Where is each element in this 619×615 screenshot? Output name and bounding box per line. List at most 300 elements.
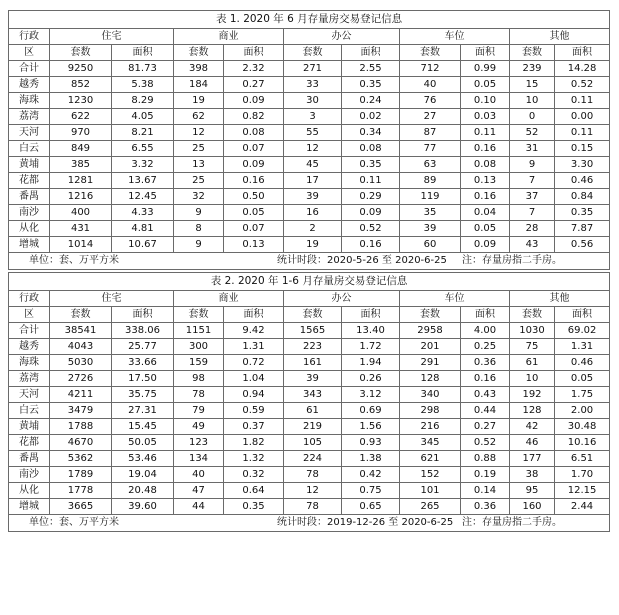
value-cell: 1.70 <box>555 467 610 483</box>
value-cell: 17.50 <box>112 371 174 387</box>
value-cell: 3 <box>284 109 342 125</box>
value-cell: 0.24 <box>342 93 400 109</box>
table-body <box>9 323 610 515</box>
value-cell: 47 <box>174 483 224 499</box>
category-header: 车位 <box>400 291 510 307</box>
value-cell: 219 <box>284 419 342 435</box>
value-cell: 4211 <box>50 387 112 403</box>
value-cell: 0.64 <box>224 483 284 499</box>
value-cell: 0.07 <box>224 141 284 157</box>
value-cell: 0.02 <box>342 109 400 125</box>
value-cell: 0.50 <box>224 189 284 205</box>
value-cell: 3665 <box>50 499 112 515</box>
region-cell: 从化 <box>9 483 50 499</box>
value-cell: 4.05 <box>112 109 174 125</box>
value-cell: 39 <box>284 371 342 387</box>
value-cell: 0.52 <box>342 221 400 237</box>
value-cell: 1.56 <box>342 419 400 435</box>
value-cell: 39.60 <box>112 499 174 515</box>
value-cell: 0.08 <box>224 125 284 141</box>
table-row <box>9 371 610 387</box>
value-cell: 152 <box>400 467 461 483</box>
value-cell: 1.75 <box>555 387 610 403</box>
table-row <box>9 93 610 109</box>
value-cell: 0.37 <box>224 419 284 435</box>
category-header: 商业 <box>174 29 284 45</box>
sub-header: 套数 <box>50 307 112 323</box>
value-cell: 2958 <box>400 323 461 339</box>
table-body <box>9 61 610 253</box>
value-cell: 19.04 <box>112 467 174 483</box>
value-cell: 62 <box>174 109 224 125</box>
region-cell: 海珠 <box>9 93 50 109</box>
value-cell: 63 <box>400 157 461 173</box>
value-cell: 0.43 <box>461 387 510 403</box>
value-cell: 15.45 <box>112 419 174 435</box>
value-cell: 271 <box>284 61 342 77</box>
sub-header: 套数 <box>50 45 112 61</box>
value-cell: 0.05 <box>555 371 610 387</box>
value-cell: 32 <box>174 189 224 205</box>
period-note: 统计时段：2019-12-26 至 2020-6-25 <box>277 517 454 528</box>
value-cell: 16 <box>284 205 342 221</box>
region-cell: 番禺 <box>9 189 50 205</box>
value-cell: 223 <box>284 339 342 355</box>
value-cell: 398 <box>174 61 224 77</box>
value-cell: 10 <box>510 371 555 387</box>
region-cell: 增城 <box>9 237 50 253</box>
value-cell: 0.94 <box>224 387 284 403</box>
category-header: 住宅 <box>50 291 174 307</box>
value-cell: 60 <box>400 237 461 253</box>
sub-header: 面积 <box>224 45 284 61</box>
value-cell: 1216 <box>50 189 112 205</box>
value-cell: 20.48 <box>112 483 174 499</box>
value-cell: 2726 <box>50 371 112 387</box>
table-monthly <box>8 10 610 270</box>
value-cell: 1.38 <box>342 451 400 467</box>
value-cell: 0.35 <box>224 499 284 515</box>
value-cell: 7 <box>510 173 555 189</box>
table-row <box>9 467 610 483</box>
value-cell: 0.69 <box>342 403 400 419</box>
value-cell: 0.09 <box>224 93 284 109</box>
value-cell: 298 <box>400 403 461 419</box>
value-cell: 970 <box>50 125 112 141</box>
table-row <box>9 419 610 435</box>
value-cell: 5.38 <box>112 77 174 93</box>
value-cell: 98 <box>174 371 224 387</box>
region-cell: 越秀 <box>9 339 50 355</box>
sub-header: 面积 <box>555 45 610 61</box>
table-row <box>9 141 610 157</box>
value-cell: 61 <box>510 355 555 371</box>
value-cell: 1151 <box>174 323 224 339</box>
value-cell: 119 <box>400 189 461 205</box>
value-cell: 2.32 <box>224 61 284 77</box>
value-cell: 712 <box>400 61 461 77</box>
value-cell: 27 <box>400 109 461 125</box>
value-cell: 0.16 <box>461 371 510 387</box>
value-cell: 216 <box>400 419 461 435</box>
value-cell: 201 <box>400 339 461 355</box>
table-row <box>9 125 610 141</box>
value-cell: 0.84 <box>555 189 610 205</box>
value-cell: 35.75 <box>112 387 174 403</box>
value-cell: 0.26 <box>342 371 400 387</box>
value-cell: 400 <box>50 205 112 221</box>
table-row <box>9 173 610 189</box>
category-header: 其他 <box>510 291 610 307</box>
value-cell: 184 <box>174 77 224 93</box>
table-row <box>9 109 610 125</box>
value-cell: 39 <box>284 189 342 205</box>
sub-header: 面积 <box>224 307 284 323</box>
table-footer <box>9 253 610 270</box>
sub-header: 套数 <box>510 45 555 61</box>
region-cell: 海珠 <box>9 355 50 371</box>
value-cell: 0.35 <box>342 77 400 93</box>
value-cell: 1.82 <box>224 435 284 451</box>
value-cell: 621 <box>400 451 461 467</box>
value-cell: 37 <box>510 189 555 205</box>
category-header: 车位 <box>400 29 510 45</box>
value-cell: 0.05 <box>224 205 284 221</box>
value-cell: 49 <box>174 419 224 435</box>
value-cell: 1014 <box>50 237 112 253</box>
value-cell: 0.36 <box>461 355 510 371</box>
value-cell: 69.02 <box>555 323 610 339</box>
value-cell: 30 <box>284 93 342 109</box>
table-footer <box>9 515 610 532</box>
value-cell: 9 <box>174 237 224 253</box>
sub-header: 面积 <box>342 45 400 61</box>
value-cell: 75 <box>510 339 555 355</box>
value-cell: 0.04 <box>461 205 510 221</box>
value-cell: 4043 <box>50 339 112 355</box>
value-cell: 35 <box>400 205 461 221</box>
value-cell: 0.09 <box>461 237 510 253</box>
table-row <box>9 435 610 451</box>
definition-note: 注：存量房指二手房。 <box>462 255 562 266</box>
value-cell: 0.08 <box>461 157 510 173</box>
value-cell: 39 <box>400 221 461 237</box>
value-cell: 0.46 <box>555 173 610 189</box>
value-cell: 1.72 <box>342 339 400 355</box>
table-row <box>9 61 610 77</box>
value-cell: 0.08 <box>342 141 400 157</box>
value-cell: 9 <box>174 205 224 221</box>
value-cell: 95 <box>510 483 555 499</box>
value-cell: 239 <box>510 61 555 77</box>
sub-header: 面积 <box>112 45 174 61</box>
region-cell: 花都 <box>9 173 50 189</box>
value-cell: 19 <box>174 93 224 109</box>
value-cell: 7 <box>510 205 555 221</box>
value-cell: 0.16 <box>342 237 400 253</box>
value-cell: 134 <box>174 451 224 467</box>
value-cell: 1281 <box>50 173 112 189</box>
value-cell: 53.46 <box>112 451 174 467</box>
value-cell: 13.40 <box>342 323 400 339</box>
value-cell: 33.66 <box>112 355 174 371</box>
value-cell: 0.00 <box>555 109 610 125</box>
table-row <box>9 499 610 515</box>
region-cell: 合计 <box>9 323 50 339</box>
value-cell: 0.05 <box>461 221 510 237</box>
value-cell: 2.00 <box>555 403 610 419</box>
region-cell: 越秀 <box>9 77 50 93</box>
table-ytd <box>8 272 610 532</box>
value-cell: 31 <box>510 141 555 157</box>
value-cell: 38 <box>510 467 555 483</box>
value-cell: 38541 <box>50 323 112 339</box>
table-row <box>9 157 610 173</box>
region-cell: 天河 <box>9 387 50 403</box>
value-cell: 0.52 <box>555 77 610 93</box>
region-header-2: 区 <box>9 307 50 323</box>
sub-header: 套数 <box>174 307 224 323</box>
sub-header: 面积 <box>461 307 510 323</box>
value-cell: 345 <box>400 435 461 451</box>
value-cell: 128 <box>510 403 555 419</box>
value-cell: 2 <box>284 221 342 237</box>
value-cell: 77 <box>400 141 461 157</box>
value-cell: 0.44 <box>461 403 510 419</box>
value-cell: 13 <box>174 157 224 173</box>
category-header: 办公 <box>284 29 400 45</box>
value-cell: 61 <box>284 403 342 419</box>
value-cell: 300 <box>174 339 224 355</box>
value-cell: 3.12 <box>342 387 400 403</box>
value-cell: 3479 <box>50 403 112 419</box>
value-cell: 0.36 <box>461 499 510 515</box>
value-cell: 14.28 <box>555 61 610 77</box>
period-note: 统计时段：2020-5-26 至 2020-6-25 <box>277 255 447 266</box>
value-cell: 0.27 <box>461 419 510 435</box>
value-cell: 4.00 <box>461 323 510 339</box>
region-cell: 番禺 <box>9 451 50 467</box>
sub-header: 面积 <box>342 307 400 323</box>
unit-note: 单位：套、万平方米 <box>29 517 119 528</box>
value-cell: 2.55 <box>342 61 400 77</box>
value-cell: 43 <box>510 237 555 253</box>
value-cell: 45 <box>284 157 342 173</box>
value-cell: 1230 <box>50 93 112 109</box>
value-cell: 5362 <box>50 451 112 467</box>
value-cell: 338.06 <box>112 323 174 339</box>
value-cell: 291 <box>400 355 461 371</box>
value-cell: 0.25 <box>461 339 510 355</box>
value-cell: 0.72 <box>224 355 284 371</box>
value-cell: 15 <box>510 77 555 93</box>
region-cell: 天河 <box>9 125 50 141</box>
value-cell: 5030 <box>50 355 112 371</box>
value-cell: 0.65 <box>342 499 400 515</box>
value-cell: 340 <box>400 387 461 403</box>
sub-header: 套数 <box>284 307 342 323</box>
value-cell: 4670 <box>50 435 112 451</box>
sub-header-row <box>9 45 610 61</box>
value-cell: 622 <box>50 109 112 125</box>
value-cell: 89 <box>400 173 461 189</box>
value-cell: 0.10 <box>461 93 510 109</box>
value-cell: 0.13 <box>461 173 510 189</box>
value-cell: 343 <box>284 387 342 403</box>
unit-note: 单位：套、万平方米 <box>29 255 119 266</box>
table-row <box>9 483 610 499</box>
table-row <box>9 339 610 355</box>
value-cell: 52 <box>510 125 555 141</box>
value-cell: 2.44 <box>555 499 610 515</box>
sub-header: 套数 <box>510 307 555 323</box>
value-cell: 12 <box>284 483 342 499</box>
value-cell: 3.32 <box>112 157 174 173</box>
value-cell: 25.77 <box>112 339 174 355</box>
value-cell: 0.59 <box>224 403 284 419</box>
region-cell: 合计 <box>9 61 50 77</box>
value-cell: 6.55 <box>112 141 174 157</box>
table-row <box>9 323 610 339</box>
value-cell: 8.21 <box>112 125 174 141</box>
value-cell: 0.03 <box>461 109 510 125</box>
value-cell: 12.45 <box>112 189 174 205</box>
value-cell: 4.33 <box>112 205 174 221</box>
value-cell: 13.67 <box>112 173 174 189</box>
sub-header: 套数 <box>400 45 461 61</box>
value-cell: 1565 <box>284 323 342 339</box>
region-cell: 荔湾 <box>9 109 50 125</box>
value-cell: 78 <box>174 387 224 403</box>
value-cell: 0.15 <box>555 141 610 157</box>
table-row <box>9 237 610 253</box>
region-header: 行政 <box>9 29 50 45</box>
category-header: 办公 <box>284 291 400 307</box>
value-cell: 27.31 <box>112 403 174 419</box>
value-cell: 0.42 <box>342 467 400 483</box>
value-cell: 25 <box>174 141 224 157</box>
value-cell: 105 <box>284 435 342 451</box>
value-cell: 10 <box>510 93 555 109</box>
value-cell: 0.09 <box>224 157 284 173</box>
value-cell: 42 <box>510 419 555 435</box>
value-cell: 1788 <box>50 419 112 435</box>
value-cell: 12.15 <box>555 483 610 499</box>
value-cell: 0 <box>510 109 555 125</box>
table-row <box>9 451 610 467</box>
value-cell: 0.07 <box>224 221 284 237</box>
value-cell: 101 <box>400 483 461 499</box>
value-cell: 9250 <box>50 61 112 77</box>
value-cell: 177 <box>510 451 555 467</box>
value-cell: 0.46 <box>555 355 610 371</box>
value-cell: 7.87 <box>555 221 610 237</box>
region-cell: 增城 <box>9 499 50 515</box>
category-header: 其他 <box>510 29 610 45</box>
table-title: 表 1. 2020 年 6 月存量房交易登记信息 <box>9 11 610 29</box>
value-cell: 17 <box>284 173 342 189</box>
value-cell: 9 <box>510 157 555 173</box>
value-cell: 852 <box>50 77 112 93</box>
value-cell: 1789 <box>50 467 112 483</box>
sub-header: 套数 <box>174 45 224 61</box>
value-cell: 28 <box>510 221 555 237</box>
value-cell: 0.16 <box>461 141 510 157</box>
value-cell: 0.19 <box>461 467 510 483</box>
value-cell: 10.67 <box>112 237 174 253</box>
value-cell: 87 <box>400 125 461 141</box>
region-cell: 从化 <box>9 221 50 237</box>
region-header: 行政 <box>9 291 50 307</box>
value-cell: 1778 <box>50 483 112 499</box>
value-cell: 8.29 <box>112 93 174 109</box>
value-cell: 1.32 <box>224 451 284 467</box>
value-cell: 123 <box>174 435 224 451</box>
value-cell: 431 <box>50 221 112 237</box>
value-cell: 0.11 <box>555 93 610 109</box>
value-cell: 4.81 <box>112 221 174 237</box>
region-cell: 花都 <box>9 435 50 451</box>
category-header: 住宅 <box>50 29 174 45</box>
value-cell: 0.35 <box>342 157 400 173</box>
category-header: 商业 <box>174 291 284 307</box>
value-cell: 161 <box>284 355 342 371</box>
value-cell: 159 <box>174 355 224 371</box>
value-cell: 78 <box>284 467 342 483</box>
sub-header: 套数 <box>400 307 461 323</box>
sub-header: 套数 <box>284 45 342 61</box>
definition-note: 注：存量房指二手房。 <box>462 517 562 528</box>
value-cell: 50.05 <box>112 435 174 451</box>
value-cell: 0.88 <box>461 451 510 467</box>
sub-header: 面积 <box>461 45 510 61</box>
table-title: 表 2. 2020 年 1-6 月存量房交易登记信息 <box>9 273 610 291</box>
value-cell: 12 <box>174 125 224 141</box>
region-cell: 南沙 <box>9 205 50 221</box>
value-cell: 1.31 <box>555 339 610 355</box>
report-sheet <box>8 10 609 532</box>
value-cell: 0.34 <box>342 125 400 141</box>
value-cell: 10.16 <box>555 435 610 451</box>
value-cell: 44 <box>174 499 224 515</box>
value-cell: 8 <box>174 221 224 237</box>
value-cell: 0.35 <box>555 205 610 221</box>
value-cell: 9.42 <box>224 323 284 339</box>
value-cell: 128 <box>400 371 461 387</box>
value-cell: 0.27 <box>224 77 284 93</box>
region-cell: 荔湾 <box>9 371 50 387</box>
value-cell: 78 <box>284 499 342 515</box>
sub-header: 面积 <box>112 307 174 323</box>
region-cell: 白云 <box>9 403 50 419</box>
value-cell: 81.73 <box>112 61 174 77</box>
table-row <box>9 77 610 93</box>
table-row <box>9 205 610 221</box>
value-cell: 0.16 <box>461 189 510 205</box>
value-cell: 224 <box>284 451 342 467</box>
table-row <box>9 387 610 403</box>
value-cell: 76 <box>400 93 461 109</box>
value-cell: 19 <box>284 237 342 253</box>
value-cell: 0.13 <box>224 237 284 253</box>
value-cell: 1.04 <box>224 371 284 387</box>
table-row <box>9 189 610 205</box>
value-cell: 265 <box>400 499 461 515</box>
value-cell: 0.16 <box>224 173 284 189</box>
value-cell: 0.32 <box>224 467 284 483</box>
value-cell: 0.11 <box>461 125 510 141</box>
value-cell: 849 <box>50 141 112 157</box>
